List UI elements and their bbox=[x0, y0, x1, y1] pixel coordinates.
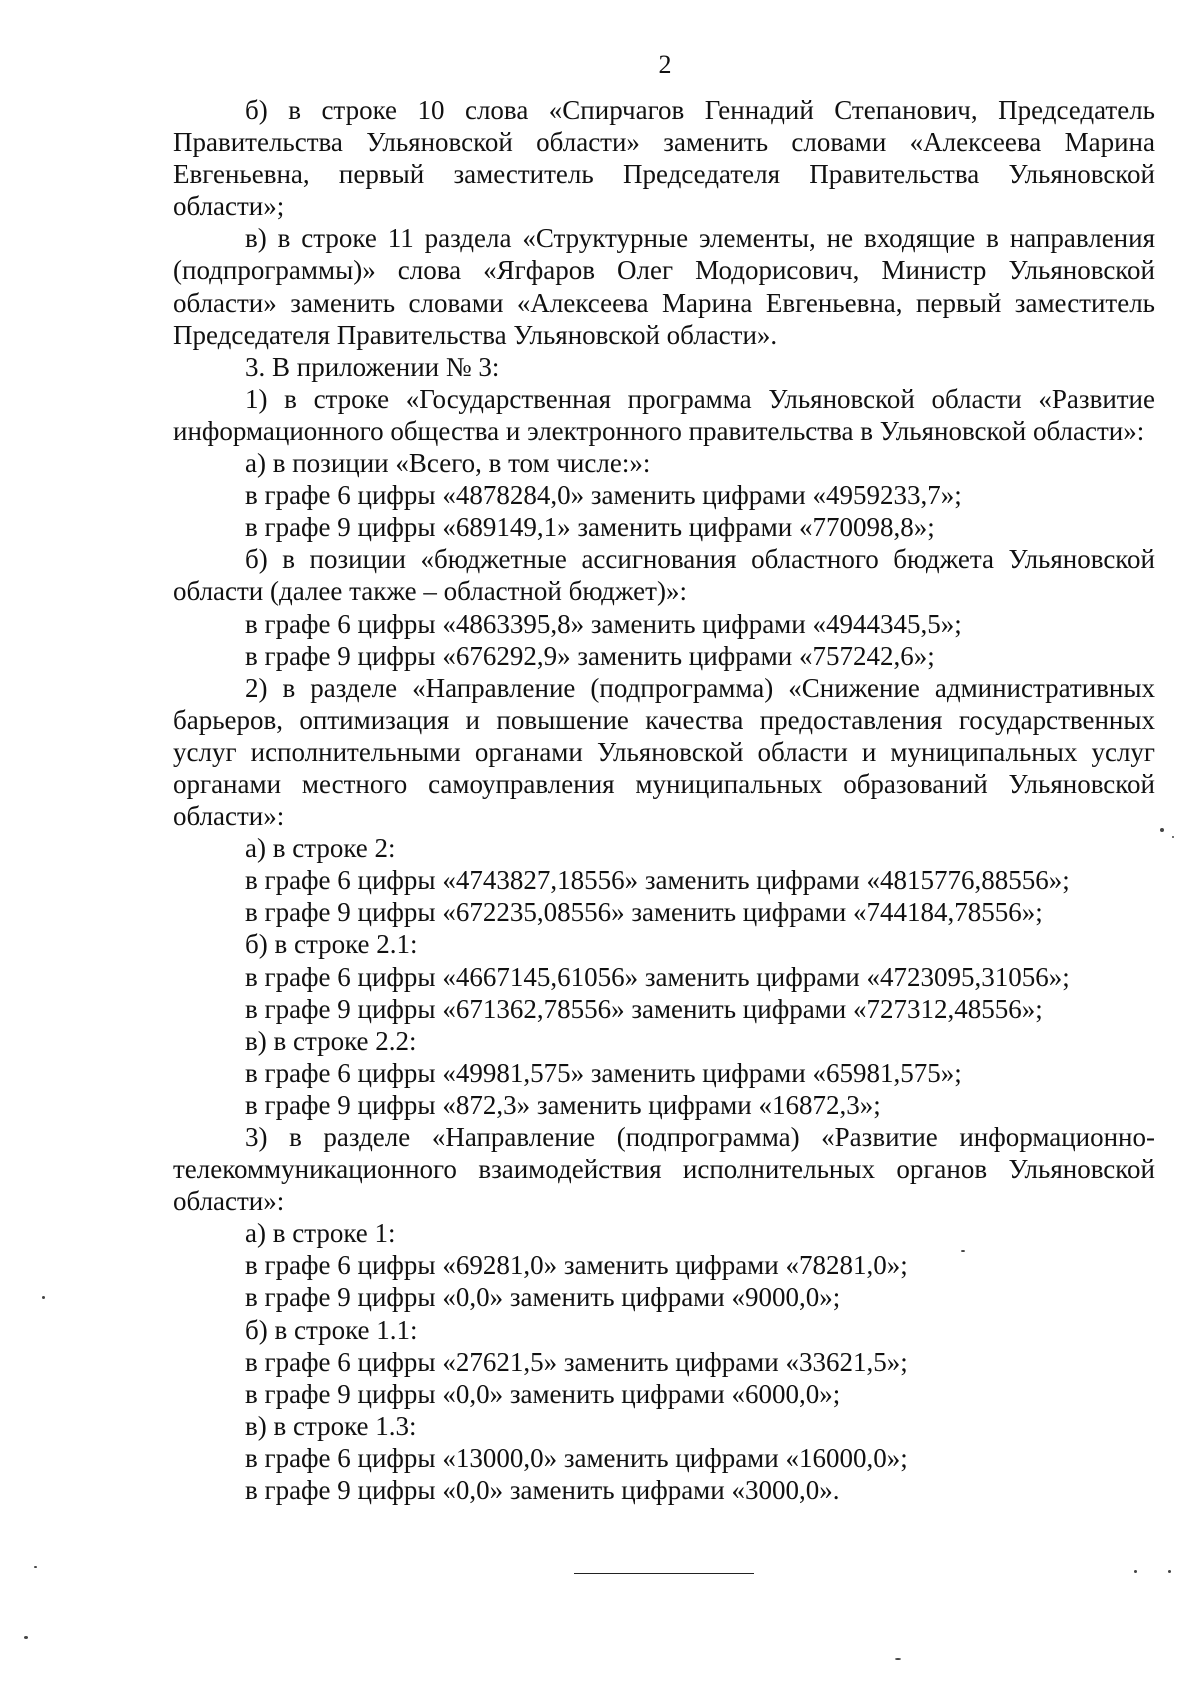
paragraph: в графе 6 цифры «4667145,61056» заменить цифрами «4723095,31056»; bbox=[245, 961, 1070, 992]
paragraph: в графе 6 цифры «27621,5» заменить цифрами «33621,5»; bbox=[245, 1346, 908, 1377]
paragraph: в) в строке 2.2: bbox=[245, 1025, 417, 1056]
paragraph: б) в строке 10 слова «Спирчагов Геннадий Степанович, Председатель Правительства Ульяновской области» заменить словами «Алексеева Марина Евгеньевна, первый заместитель Председателя Правительства Ульяновской области»; bbox=[173, 95, 1155, 222]
paragraph: в графе 6 цифры «4878284,0» заменить цифрами «4959233,7»; bbox=[245, 480, 962, 511]
paragraph: в графе 9 цифры «676292,9» заменить цифрами «757242,6»; bbox=[245, 640, 935, 671]
paragraph: а) в позиции «Всего, в том числе:»: bbox=[245, 448, 651, 479]
paragraph: 3. В приложении № 3: bbox=[245, 351, 500, 382]
paragraph: б) в строке 2.1: bbox=[245, 929, 418, 960]
paragraph: в графе 6 цифры «13000,0» заменить цифрами «16000,0»; bbox=[245, 1442, 908, 1473]
scan-speck bbox=[1160, 828, 1164, 832]
paragraph: 3) в разделе «Направление (подпрограмма) «Развитие информационно-телекоммуникационного взаимодействия исполнительных органов Ульяновской области»: bbox=[173, 1122, 1155, 1217]
paragraph: в графе 6 цифры «4743827,18556» заменить цифрами «4815776,88556»; bbox=[245, 865, 1070, 896]
paragraph: в графе 9 цифры «0,0» заменить цифрами «6000,0»; bbox=[245, 1378, 841, 1409]
paragraph: в) в строке 1.3: bbox=[245, 1410, 417, 1441]
scan-speck bbox=[24, 1636, 28, 1639]
paragraph: а) в строке 1: bbox=[245, 1218, 396, 1249]
paragraph: в графе 9 цифры «0,0» заменить цифрами «9000,0»; bbox=[245, 1282, 841, 1313]
paragraph: б) в строке 1.1: bbox=[245, 1314, 418, 1345]
scan-speck bbox=[895, 1658, 901, 1660]
paragraph: в графе 6 цифры «69281,0» заменить цифрами «78281,0»; bbox=[245, 1250, 908, 1281]
paragraph: в графе 9 цифры «0,0» заменить цифрами «3000,0». bbox=[245, 1475, 840, 1506]
document-body bbox=[173, 94, 1155, 1506]
scan-speck bbox=[1134, 1570, 1137, 1573]
paragraph: в графе 9 цифры «672235,08556» заменить цифрами «744184,78556»; bbox=[245, 897, 1043, 928]
paragraph: в графе 6 цифры «4863395,8» заменить цифрами «4944345,5»; bbox=[245, 608, 962, 639]
paragraph: в графе 9 цифры «689149,1» заменить цифрами «770098,8»; bbox=[245, 512, 935, 543]
paragraph: 1) в строке «Государственная программа Ульяновской области «Развитие информационного общества и электронного правительства в Ульяновской области»: bbox=[173, 383, 1155, 446]
paragraph: в графе 6 цифры «49981,575» заменить цифрами «65981,575»; bbox=[245, 1057, 962, 1088]
page-number: 2 bbox=[658, 50, 672, 79]
paragraph: б) в позиции «бюджетные ассигнования областного бюджета Ульяновской области (далее также – областной бюджет)»: bbox=[173, 544, 1155, 607]
paragraph: 2) в разделе «Направление (подпрограмма) «Снижение административных барьеров, оптимизация и повышение качества предоставления государственных услуг исполнительными органами Ульяновской области и муниципальных услуг органами местного самоуправления муниципальных образований Ульяновской области»: bbox=[173, 672, 1155, 832]
paragraph: а) в строке 2: bbox=[245, 833, 396, 864]
scan-speck bbox=[961, 1250, 965, 1252]
paragraph: в графе 9 цифры «671362,78556» заменить цифрами «727312,48556»; bbox=[245, 993, 1043, 1024]
scan-speck bbox=[42, 1296, 45, 1299]
scan-speck bbox=[1168, 1570, 1171, 1573]
paragraph: в графе 9 цифры «872,3» заменить цифрами «16872,3»; bbox=[245, 1089, 881, 1120]
scan-speck bbox=[1172, 836, 1174, 838]
paragraph: в) в строке 11 раздела «Структурные элементы, не входящие в направления (подпрограммы)» слова «Ягфаров Олег Модорисович, Министр Ульяновской области» заменить словами «Алексеева Марина Евгеньевна, первый заместитель Председателя Правительства Ульяновской области». bbox=[173, 223, 1155, 350]
closing-rule bbox=[574, 1573, 754, 1574]
scan-speck bbox=[34, 1566, 37, 1568]
